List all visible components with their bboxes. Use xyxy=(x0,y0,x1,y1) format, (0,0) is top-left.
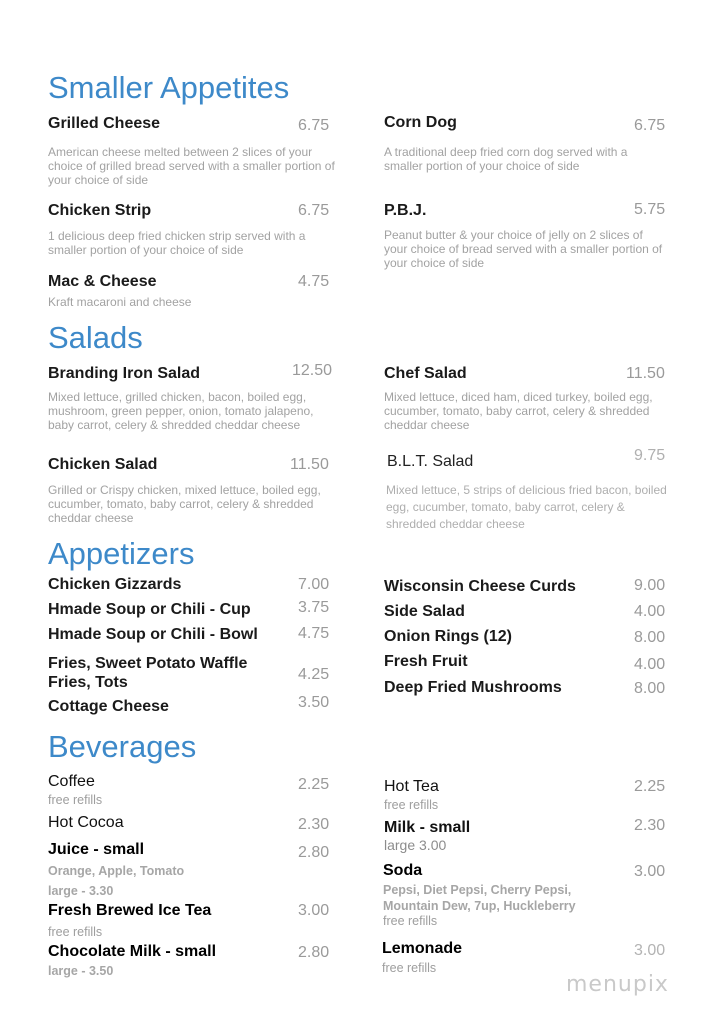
item-desc-grilled-cheese: American cheese melted between 2 slices of your choice of grilled bread served with a smaller portion of your choice of side xyxy=(48,145,335,187)
item-price-chicken-strip: 6.75 xyxy=(298,202,330,219)
appetizer-price-onion-rings: 8.00 xyxy=(634,629,666,646)
appetizer-price-soup-bowl: 4.75 xyxy=(298,625,330,642)
item-price-pbj: 5.75 xyxy=(634,201,666,218)
item-name-pbj: P.B.J. xyxy=(384,202,427,219)
section-title-appetizers: Appetizers xyxy=(48,536,195,571)
item-price-corn-dog: 6.75 xyxy=(634,117,666,134)
beverage-price-hot-tea: 2.25 xyxy=(634,778,666,795)
beverage-name-milk: Milk - small xyxy=(384,819,471,836)
appetizer-name-fries: Fries, Sweet Potato Waffle Fries, Tots xyxy=(48,655,248,691)
item-desc-mac-cheese: Kraft macaroni and cheese xyxy=(48,295,192,309)
section-title-beverages: Beverages xyxy=(48,729,197,764)
item-desc-chicken-strip: 1 delicious deep fried chicken strip served with a smaller portion of your choice of side xyxy=(48,229,306,257)
beverage-note-juice-large: large - 3.30 xyxy=(48,884,114,898)
appetizer-name-soup-cup: Hmade Soup or Chili - Cup xyxy=(48,601,251,618)
appetizer-name-cheese-curds: Wisconsin Cheese Curds xyxy=(384,578,576,595)
beverage-note-milk: large 3.00 xyxy=(384,837,447,853)
beverage-price-coffee: 2.25 xyxy=(298,776,330,793)
item-name-mac-cheese: Mac & Cheese xyxy=(48,273,157,290)
beverage-note-chocolate-milk: large - 3.50 xyxy=(48,964,114,978)
beverage-note-hot-tea: free refills xyxy=(384,798,439,812)
appetizer-name-onion-rings: Onion Rings (12) xyxy=(384,628,512,645)
item-name-branding-iron-salad: Branding Iron Salad xyxy=(48,365,201,382)
item-desc-chicken-salad: Grilled or Crispy chicken, mixed lettuce, boiled egg, cucumber, tomato, baby carrot, celery & shredded cheddar cheese xyxy=(48,483,321,525)
item-name-chef-salad: Chef Salad xyxy=(384,365,467,382)
appetizer-price-soup-cup: 3.75 xyxy=(298,599,330,616)
appetizer-price-deep-fried-mushrooms: 8.00 xyxy=(634,680,666,697)
beverage-note-ice-tea: free refills xyxy=(48,925,103,939)
beverage-name-ice-tea: Fresh Brewed Ice Tea xyxy=(48,902,212,919)
beverage-name-hot-cocoa: Hot Cocoa xyxy=(48,814,124,831)
section-title-salads: Salads xyxy=(48,320,143,355)
beverage-price-chocolate-milk: 2.80 xyxy=(298,944,330,961)
appetizer-price-chicken-gizzards: 7.00 xyxy=(298,576,330,593)
beverage-note-lemonade: free refills xyxy=(382,961,437,975)
item-name-grilled-cheese: Grilled Cheese xyxy=(48,115,161,132)
beverage-name-lemonade: Lemonade xyxy=(382,940,463,957)
item-price-branding-iron-salad: 12.50 xyxy=(292,362,333,379)
item-price-mac-cheese: 4.75 xyxy=(298,273,330,290)
item-name-chicken-salad: Chicken Salad xyxy=(48,456,158,473)
item-name-corn-dog: Corn Dog xyxy=(384,114,457,131)
item-name-blt-salad: B.L.T. Salad xyxy=(387,453,474,470)
item-desc-corn-dog: A traditional deep fried corn dog served with a smaller portion of your choice of side xyxy=(384,145,628,173)
beverage-name-soda: Soda xyxy=(383,862,423,879)
beverage-note-juice-flavors: Orange, Apple, Tomato xyxy=(48,864,185,878)
beverage-name-chocolate-milk: Chocolate Milk - small xyxy=(48,943,217,960)
appetizer-name-fresh-fruit: Fresh Fruit xyxy=(384,653,468,670)
appetizer-price-fries: 4.25 xyxy=(298,666,330,683)
item-price-chef-salad: 11.50 xyxy=(626,365,665,382)
appetizer-name-chicken-gizzards: Chicken Gizzards xyxy=(48,576,182,593)
beverage-price-milk: 2.30 xyxy=(634,817,666,834)
beverage-price-hot-cocoa: 2.30 xyxy=(298,816,330,833)
beverage-price-juice: 2.80 xyxy=(298,844,330,861)
beverage-price-lemonade: 3.00 xyxy=(634,942,666,959)
appetizer-name-cottage-cheese: Cottage Cheese xyxy=(48,698,169,715)
beverage-name-juice: Juice - small xyxy=(48,841,145,858)
beverage-price-ice-tea: 3.00 xyxy=(298,902,330,919)
appetizer-name-soup-bowl: Hmade Soup or Chili - Bowl xyxy=(48,626,258,643)
appetizer-price-cottage-cheese: 3.50 xyxy=(298,694,330,711)
appetizer-price-side-salad: 4.00 xyxy=(634,603,666,620)
item-desc-pbj: Peanut butter & your choice of jelly on 2 slices of your choice of bread served with a smaller portion of your choice of side xyxy=(384,228,663,270)
appetizer-name-side-salad: Side Salad xyxy=(384,603,465,620)
appetizer-price-cheese-curds: 9.00 xyxy=(634,577,666,594)
beverage-name-coffee: Coffee xyxy=(48,773,95,790)
item-price-grilled-cheese: 6.75 xyxy=(298,117,330,134)
beverage-price-soda: 3.00 xyxy=(634,863,666,880)
appetizer-name-deep-fried-mushrooms: Deep Fried Mushrooms xyxy=(384,679,562,696)
beverage-note-soda-flavors: Pepsi, Diet Pepsi, Cherry Pepsi, Mountain Dew, 7up, Huckleberry xyxy=(383,883,576,913)
menupix-watermark-logo: menupix xyxy=(566,972,669,997)
item-desc-blt-salad: Mixed lettuce, 5 strips of delicious fried bacon, boiled egg, cucumber, tomato, baby carrot, celery & shredded cheddar cheese xyxy=(386,483,667,531)
beverage-note-coffee: free refills xyxy=(48,793,103,807)
item-name-chicken-strip: Chicken Strip xyxy=(48,202,152,219)
section-title-smaller-appetites: Smaller Appetites xyxy=(48,70,290,105)
beverage-note-soda-refills: free refills xyxy=(383,914,438,928)
item-price-chicken-salad: 11.50 xyxy=(290,456,329,473)
item-desc-chef-salad: Mixed lettuce, diced ham, diced turkey, boiled egg, cucumber, tomato, baby carrot, celery & shredded cheddar cheese xyxy=(384,390,653,432)
item-desc-branding-iron-salad: Mixed lettuce, grilled chicken, bacon, boiled egg, mushroom, green pepper, onion, tomato jalapeno, baby carrot, celery & shredded cheddar cheese xyxy=(48,390,314,432)
appetizer-price-fresh-fruit: 4.00 xyxy=(634,656,666,673)
beverage-name-hot-tea: Hot Tea xyxy=(384,778,439,795)
item-price-blt-salad: 9.75 xyxy=(634,447,666,464)
